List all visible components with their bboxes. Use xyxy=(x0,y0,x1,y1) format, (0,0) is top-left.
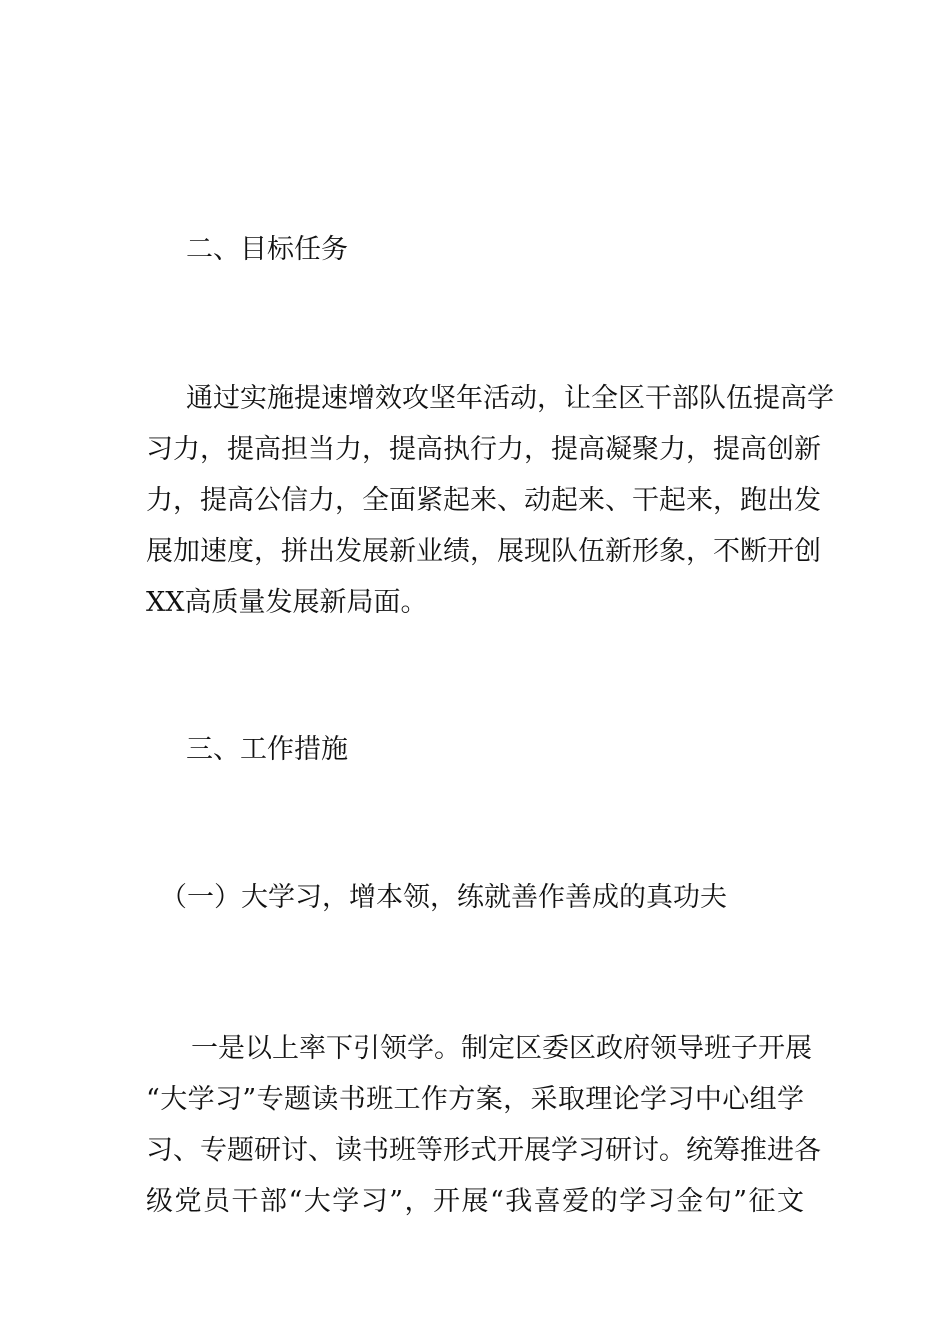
paragraph-line: XX高质量发展新局面。 xyxy=(146,587,428,618)
subsection-heading: （一）大学习，增本领，练就善作善成的真功夫 xyxy=(160,882,727,913)
section-heading-goals: 二、目标任务 xyxy=(186,234,348,265)
section-heading-measures: 三、工作措施 xyxy=(186,734,348,765)
paragraph-line: 一是以上率下引领学。制定区委区政府领导班子开展 xyxy=(191,1033,812,1064)
paragraph-line: “大学习”专题读书班工作方案，采取理论学习中心组学 xyxy=(146,1084,804,1115)
paragraph-line: 级党员干部“大学习”，开展“我喜爱的学习金句”征文 xyxy=(146,1186,804,1217)
paragraph-line: 通过实施提速增效攻坚年活动，让全区干部队伍提高学 xyxy=(186,383,834,414)
paragraph-line: 展加速度，拼出发展新业绩，展现队伍新形象，不断开创 xyxy=(146,536,821,567)
paragraph-line: 力，提高公信力，全面紧起来、动起来、干起来，跑出发 xyxy=(146,485,821,516)
paragraph-line: 习力，提高担当力，提高执行力，提高凝聚力，提高创新 xyxy=(146,434,821,465)
paragraph-line: 习、专题研讨、读书班等形式开展学习研讨。统筹推进各 xyxy=(146,1135,821,1166)
